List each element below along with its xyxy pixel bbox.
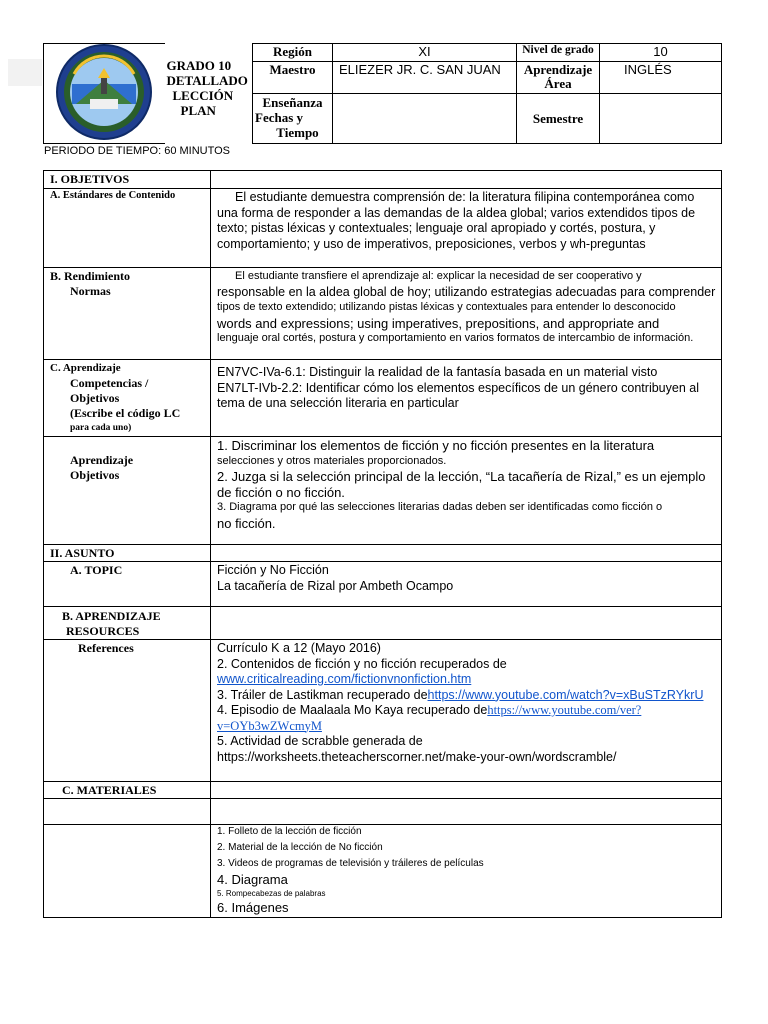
plan-title: PLAN bbox=[180, 102, 216, 118]
detallado-title: DETALLADO bbox=[166, 72, 248, 88]
ensenanza-label: Enseñanza Fechas y Tiempo bbox=[253, 94, 333, 144]
content-standards-text: El estudiante demuestra comprensión de: la literatura filipina contemporánea como una forma de responder a las demandas de la aldea global; varios extendidos tipos de texto; pistas léxicas y contextuales; lenguaje oral apropiado y cortés, postura, y comportamiento; y uso de imperativos, preposiciones, verbos y wh-preguntas bbox=[211, 189, 722, 268]
reference-2-link[interactable]: www.criticalreading.com/fictionvnonfiction.htm bbox=[217, 672, 472, 686]
resources-label: B. APRENDIZAJE RESOURCES bbox=[44, 607, 211, 640]
performance-standards-text: El estudiante transfiere el aprendizaje al: explicar la necesidad de ser cooperativo y responsable en la aldea global de hoy; utilizando estrategias adecuadas para comprender tipos de texto extendido; utilizando pistas léxicas y contextuales para entender lo desconocido words and expressions; using imperatives, prepositions, and appropriate and lenguaje oral cortés, postura y comportamiento en varios formatos de intercambio de información. bbox=[211, 268, 722, 360]
content-standards-label: A. Estándares de Contenido bbox=[44, 189, 211, 268]
objetivos-heading: I. OBJETIVOS bbox=[44, 171, 211, 189]
lesson-plan-table bbox=[43, 170, 722, 918]
reference-3-link[interactable]: https://www.youtube.com/watch?v=xBuSTzRYkrU bbox=[427, 687, 704, 702]
school-seal-cell bbox=[44, 44, 165, 144]
material-2: 2. Material de la lección de No ficción bbox=[217, 842, 383, 853]
grado-title: GRADO 10 bbox=[166, 57, 232, 73]
area-value: INGLÉS bbox=[600, 62, 722, 94]
topic-label: A. TOPIC bbox=[44, 562, 211, 607]
materiales-heading: C. MATERIALES bbox=[44, 782, 211, 799]
region-label: Región bbox=[253, 44, 333, 62]
reference-4-link[interactable]: https://www.youtube.com/ver? v=OYb3wZWcmyM bbox=[217, 703, 642, 733]
header-table bbox=[43, 43, 722, 144]
semestre-value bbox=[600, 94, 722, 144]
school-seal-logo bbox=[54, 44, 154, 140]
reference-3: 3. Tráiler de Lastikman recuperado dehttps://www.youtube.com/watch?v=xBuSTzRYkrU bbox=[217, 687, 704, 702]
material-1: 1. Folleto de la lección de ficción bbox=[217, 826, 362, 837]
ensenanza-value bbox=[333, 94, 517, 144]
material-6: 6. Imágenes bbox=[217, 900, 289, 915]
title-cell bbox=[165, 44, 253, 144]
region-value: XI bbox=[333, 44, 517, 62]
materials-list bbox=[211, 825, 722, 918]
reference-1: Currículo K a 12 (Mayo 2016) bbox=[217, 641, 381, 655]
reference-5-url: https://worksheets.theteacherscorner.net/make-your-own/wordscramble/ bbox=[217, 749, 617, 764]
maestro-label: Maestro bbox=[253, 62, 333, 94]
grey-margin-strip bbox=[8, 59, 42, 86]
time-period-note: PERIODO DE TIEMPO: 60 MINUTOS bbox=[44, 145, 231, 157]
nivel-value: 10 bbox=[600, 44, 722, 62]
reference-2: 2. Contenidos de ficción y no ficción recuperados de bbox=[217, 656, 507, 671]
performance-standards-label: B. Rendimiento Normas bbox=[44, 268, 211, 360]
references-label: References bbox=[44, 640, 211, 782]
leccion-title: LECCIÓN bbox=[172, 87, 234, 103]
area-label: Aprendizaje Área bbox=[517, 62, 600, 94]
competencies-text: EN7VC-IVa-6.1: Distinguir la realidad de la fantasía basada en un material visto EN7LT-IVb-2.2: Identificar cómo los elementos específicos de un género contribuyen al tema de una selección literaria en particular bbox=[211, 360, 722, 437]
material-3: 3. Videos de programas de televisión y tráileres de películas bbox=[217, 858, 484, 869]
material-5: 5. Rompecabezas de palabras bbox=[217, 889, 326, 898]
references-list bbox=[211, 640, 722, 782]
reference-4: 4. Episodio de Maalaala Mo Kaya recuperado dehttps://www.youtube.com/ver? v=OYb3wZWcmyM bbox=[217, 703, 642, 733]
competencies-label: C. Aprendizaje Competencias / Objetivos (Escribe el código LC para cada uno) bbox=[44, 360, 211, 437]
nivel-label: Nivel de grado bbox=[517, 44, 600, 62]
learning-objectives-text: 1. Discriminar los elementos de ficción y no ficción presentes en la literatura selecciones y otros materiales proporcionados. 2. Juzga si la selección principal de la lección, “La tacañería de Rizal,” es un ejemplo de ficción o no ficción. 3. Diagrama por qué las selecciones literarias dadas deben ser identificadas como ficción o no ficción. bbox=[211, 437, 722, 545]
reference-5: 5. Actividad de scrabble generada de bbox=[217, 734, 423, 748]
asunto-heading: II. ASUNTO bbox=[44, 545, 211, 562]
material-4: 4. Diagrama bbox=[217, 872, 288, 887]
maestro-value: ELIEZER JR. C. SAN JUAN bbox=[333, 62, 517, 94]
semestre-label: Semestre bbox=[517, 94, 600, 144]
learning-objectives-label: Aprendizaje Objetivos bbox=[44, 437, 211, 545]
topic-text: Ficción y No Ficción La tacañería de Rizal por Ambeth Ocampo bbox=[211, 562, 722, 607]
